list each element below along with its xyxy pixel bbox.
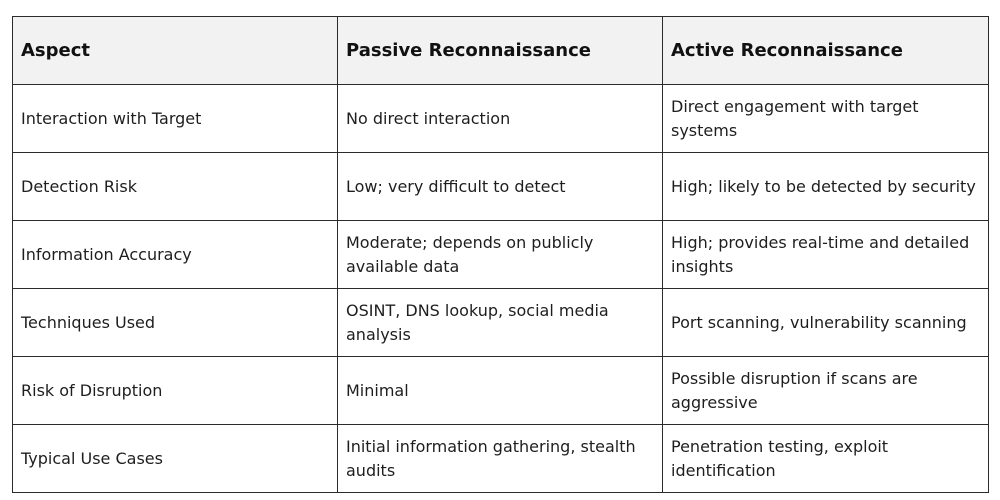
cell-passive: Low; very difficult to detect (338, 153, 663, 221)
cell-passive: OSINT, DNS lookup, social media analysis (338, 289, 663, 357)
cell-aspect: Interaction with Target (13, 85, 338, 153)
table-row (13, 221, 989, 289)
cell-passive: Minimal (338, 357, 663, 425)
table-row (13, 153, 989, 221)
cell-active: Possible disruption if scans are aggressive (663, 357, 989, 425)
cell-active: Direct engagement with target systems (663, 85, 989, 153)
cell-active: High; provides real-time and detailed insights (663, 221, 989, 289)
cell-aspect: Typical Use Cases (13, 425, 338, 493)
header-row (13, 17, 989, 85)
table-row (13, 289, 989, 357)
cell-active: High; likely to be detected by security (663, 153, 989, 221)
cell-aspect: Information Accuracy (13, 221, 338, 289)
cell-active: Penetration testing, exploit identification (663, 425, 989, 493)
table-row (13, 85, 989, 153)
cell-passive: No direct interaction (338, 85, 663, 153)
cell-aspect: Detection Risk (13, 153, 338, 221)
cell-passive: Initial information gathering, stealth audits (338, 425, 663, 493)
header-active-reconnaissance: Active Reconnaissance (663, 17, 989, 85)
cell-aspect: Risk of Disruption (13, 357, 338, 425)
cell-passive: Moderate; depends on publicly available data (338, 221, 663, 289)
table-row (13, 357, 989, 425)
table-row (13, 425, 989, 493)
header-passive-reconnaissance: Passive Reconnaissance (338, 17, 663, 85)
header-aspect: Aspect (13, 17, 338, 85)
table-body (13, 85, 989, 493)
table-header (13, 17, 989, 85)
cell-aspect: Techniques Used (13, 289, 338, 357)
cell-active: Port scanning, vulnerability scanning (663, 289, 989, 357)
comparison-table (12, 16, 989, 493)
